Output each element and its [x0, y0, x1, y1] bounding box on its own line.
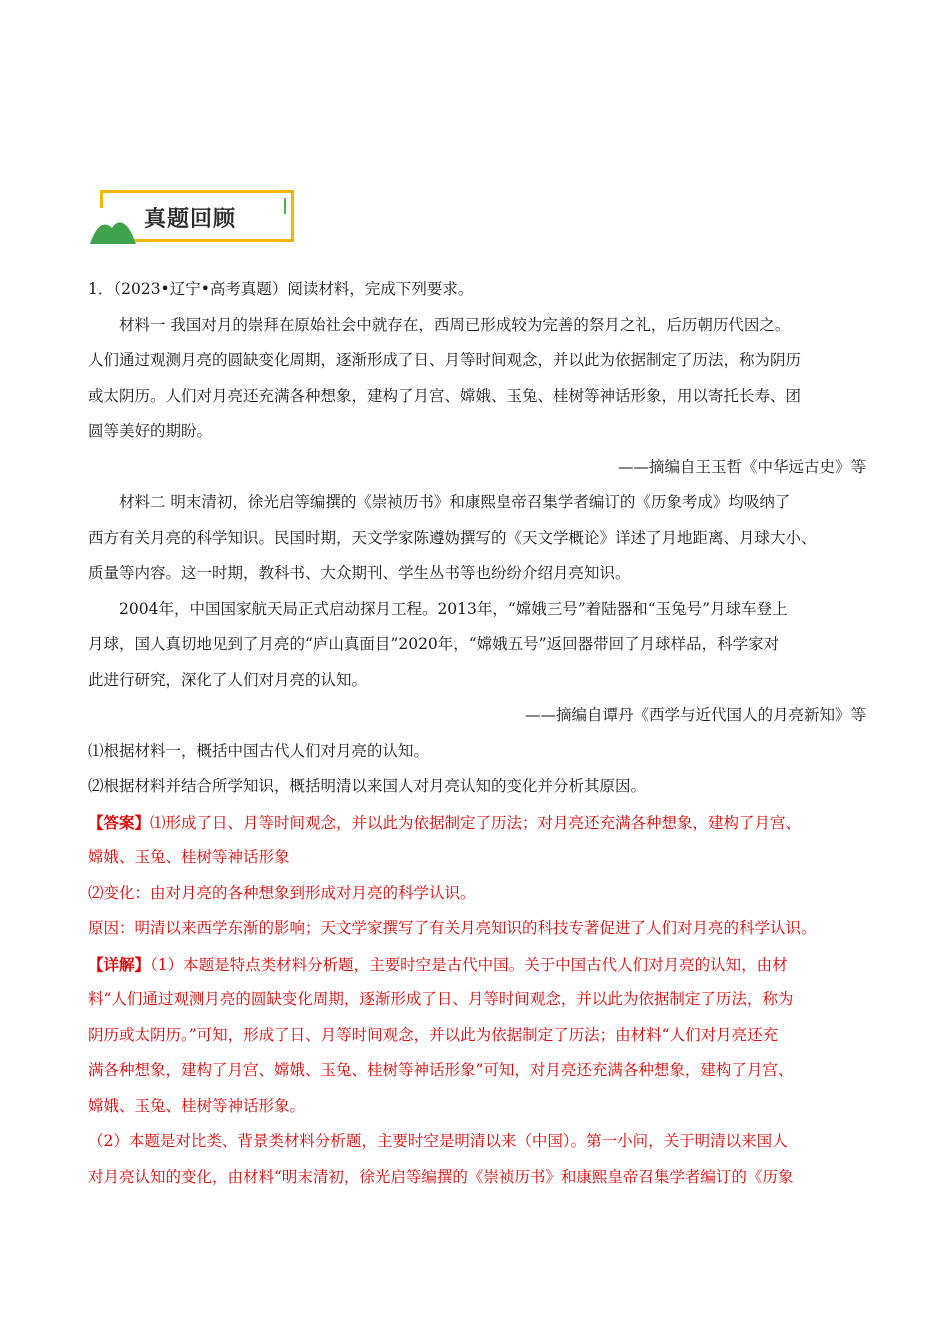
material2-line: 西方有关月亮的科学知识。民国时期，天文学家陈遵妫撰写的《天文学概论》详述了月地距离、月球大小、	[88, 528, 817, 547]
question-2: ⑵根据材料并结合所学知识，概括明清以来国人对月亮认知的变化并分析其原因。	[88, 777, 647, 795]
question-intro: 1．（2023•辽宁•高考真题）阅读材料，完成下列要求。	[88, 280, 474, 298]
material3-line: 月球，国人真切地见到了月亮的“庐山真面目”2020年，“嫦娥五号”返回器带回了月球样品，科学家对	[88, 635, 780, 653]
analysis-line: 满各种想象，建构了月宫、嫦娥、玉兔、桂树等神话形象”可知，对月亮还充满各种想象，建构了月宫、	[88, 1061, 794, 1079]
answer-text: ⑴形成了日、月等时间观念，并以此为依据制定了历法；对月亮还充满各种想象，建构了月宫、	[150, 813, 802, 832]
answer-line-3: ⑵变化：由对月亮的各种想象到形成对月亮的科学认识。	[88, 883, 476, 902]
answer-line-4: 原因：明清以来西学东渐的影响；天文学家撰写了有关月亮知识的科技专著促进了人们对月亮的科学认识。	[88, 919, 817, 937]
analysis-label: 【详解】	[88, 954, 151, 974]
badge-accent-bar	[284, 198, 286, 214]
document-body	[88, 272, 866, 1195]
material1-source: ——摘编自王玉哲《中华远古史》等	[617, 457, 866, 476]
material3-line: 此进行研究，深化了人们对月亮的认知。	[88, 670, 368, 689]
material1-line: 材料一 我国对月的崇拜在原始社会中就存在，西周已形成较为完善的祭月之礼，后历朝历代因之。	[119, 315, 791, 334]
answer-label: 【答案】	[88, 812, 151, 832]
material1-line: 圆等美好的期盼。	[88, 422, 213, 440]
material1-line: 人们通过观测月亮的圆缺变化周期，逐渐形成了日、月等时间观念，并以此为依据制定了历法，称为阴历	[88, 351, 802, 369]
analysis-line: 对月亮认知的变化，由材料“明末清初，徐光启等编撰的《崇祯历书》和康熙皇帝召集学者编订的《历象	[88, 1167, 794, 1186]
analysis-line: （2）本题是对比类、背景类材料分析题，主要时空是明清以来（中国）。第一小问，关于明清以来国人	[88, 1132, 788, 1150]
material2-line: 质量等内容。这一时期，教科书、大众期刊、学生丛书等也纷纷介绍月亮知识。	[88, 564, 631, 582]
material2-line: 材料二 明末清初，徐光启等编撰的《崇祯历书》和康熙皇帝召集学者编订的《历象考成》均吸纳了	[119, 493, 791, 511]
material1-line: 或太阴历。人们对月亮还充满各种想象，建构了月宫、嫦娥、玉兔、桂树等神话形象，用以寄托长寿、团	[88, 386, 802, 405]
material2-source: ——摘编自谭丹《西学与近代国人的月亮新知》等	[524, 706, 866, 724]
analysis-line: 阴历或太阴历。”可知，形成了日、月等时间观念，并以此为依据制定了历法；由材料“人们对月亮还充	[88, 1025, 779, 1044]
material3-line: 2004年，中国国家航天局正式启动探月工程。2013年，“嫦娥三号”着陆器和“玉兔号”月球车登上	[119, 599, 788, 618]
section-title: 真题回顾	[144, 207, 237, 232]
section-header-badge	[90, 186, 296, 248]
analysis-line-1	[88, 947, 866, 983]
analysis-line: 料“人们通过观测月亮的圆缺变化周期，逐渐形成了日、月等时间观念，并以此为依据制定了历法，称为	[88, 990, 794, 1008]
analysis-line: 嫦娥、玉兔、桂树等神话形象。	[88, 1096, 306, 1115]
analysis-text: （1）本题是特点类材料分析题，主要时空是古代中国。关于中国古代人们对月亮的认知，由材	[150, 955, 788, 974]
answer-line-2: 嫦娥、玉兔、桂树等神话形象	[88, 848, 290, 866]
badge-frame-corner	[100, 190, 103, 208]
question-1: ⑴根据材料一，概括中国古代人们对月亮的认知。	[88, 741, 430, 760]
answer-line-1	[88, 805, 866, 841]
mountain-icon	[90, 216, 138, 244]
